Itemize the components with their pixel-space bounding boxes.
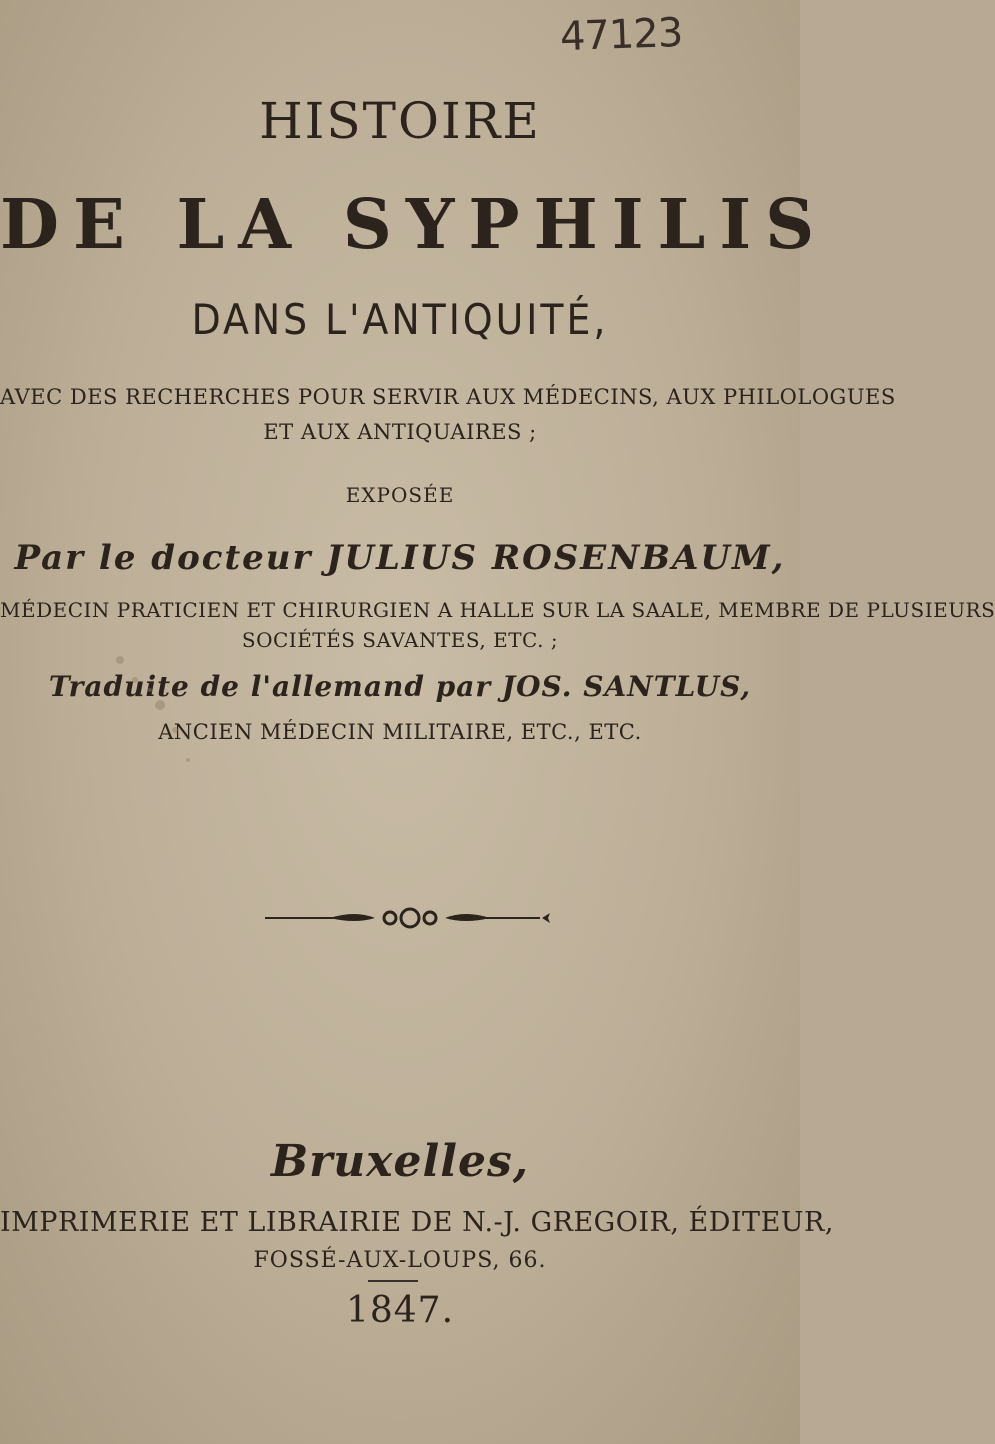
publication-year: 1847. <box>345 1290 455 1331</box>
subtitle-line-2: ET AUX ANTIQUAIRES ; <box>263 420 537 444</box>
publisher-address: FOSSÉ-AUX-LOUPS, 66. <box>253 1248 547 1273</box>
translator-qualification: ANCIEN MÉDECIN MILITAIRE, ETC., ETC. <box>158 720 642 744</box>
author-line: Par le docteur JULIUS ROSENBAUM, <box>14 538 786 578</box>
subtitle-line-1: AVEC DES RECHERCHES POUR SERVIR AUX MÉDECINS, AUX PHILOLOGUES <box>0 385 896 409</box>
translator-line: Traduite de l'allemand par JOS. SANTLUS, <box>48 670 752 703</box>
short-rule <box>368 1280 418 1282</box>
title-line-2: DE LA SYPHILIS <box>0 185 829 265</box>
ornament-divider <box>260 898 560 938</box>
exposition-label: EXPOSÉE <box>345 483 455 507</box>
title-line-3: DANS L'ANTIQUITÉ, <box>191 295 609 344</box>
place-of-publication: Bruxelles, <box>270 1136 530 1187</box>
catalogue-number: 47123 <box>559 9 684 61</box>
paper-stain <box>100 650 210 800</box>
author-qualification-2: SOCIÉTÉS SAVANTES, ETC. ; <box>241 628 559 652</box>
title-line-1: HISTOIRE <box>259 92 541 150</box>
author-qualification-1: MÉDECIN PRATICIEN ET CHIRURGIEN A HALLE SUR LA SAALE, MEMBRE DE PLUSIEURS <box>0 598 995 622</box>
publisher-line: IMPRIMERIE ET LIBRAIRIE DE N.-J. GREGOIR, ÉDITEUR, <box>0 1207 834 1238</box>
